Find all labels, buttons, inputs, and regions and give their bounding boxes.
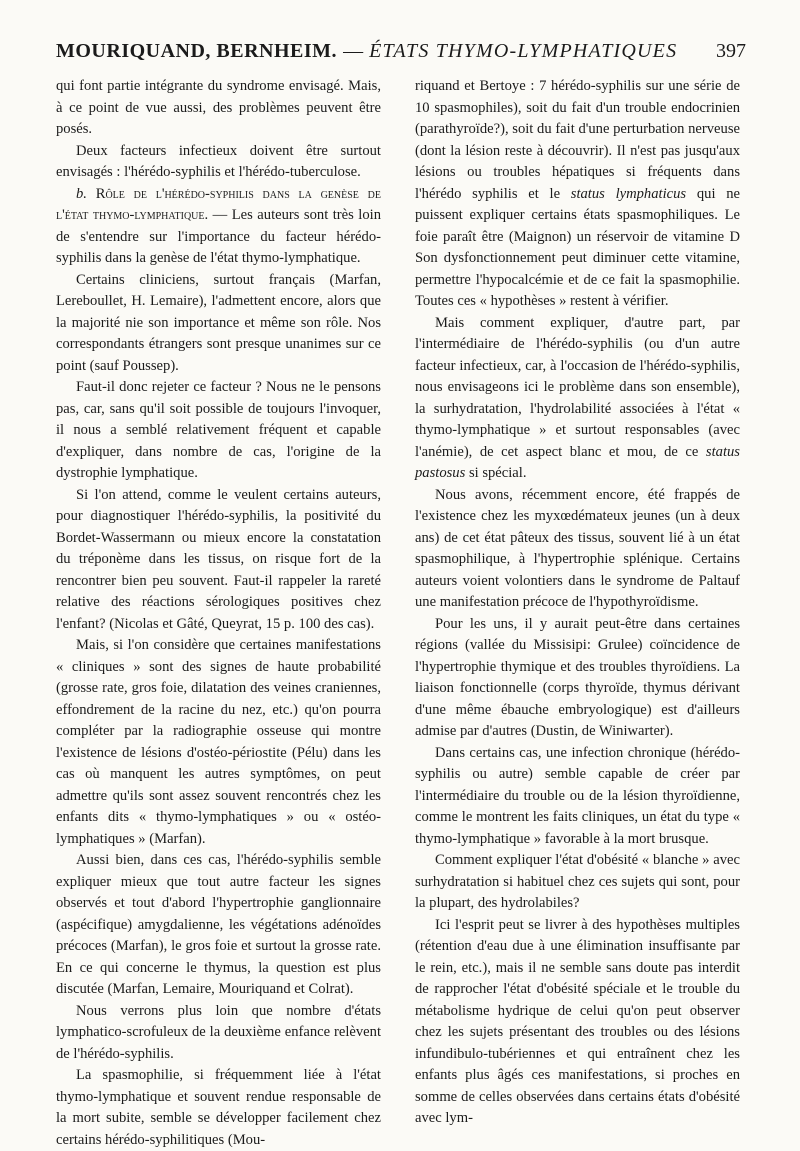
paragraph: Mais, si l'on considère que certaines manifestations « cliniques » sont des signes de haute probabilité (grosse rate, gros foie, dilatation des veines craniennes, effondrement de la racine du nez, etc.) qu'on pourra compléter par la radiographie osseuse qui montre l'existence de lésions d'ostéo-périostite (Pélu) dans les cas où manquent les autres symptômes, on peut admettre qu'ils sont assez souvent rencontrés chez les enfants dits « thymo-lymphatiques » ou « ostéo-lymphatiques » (Marfan).	[56, 637, 381, 847]
header-title: ÉTATS THYMO-LYMPHATIQUES	[369, 40, 678, 62]
paragraph: La spasmophilie, si fréquemment liée à l'état thymo-lymphatique et souvent rendue responsable de la mort subite, semble se développer facilement chez certains hérédo-syphilitiques (Mou-	[56, 1067, 381, 1148]
paragraph: Dans certains cas, une infection chronique (hérédo-syphilis ou autre) semble capable de créer par l'intermédiaire du trouble ou de la lésion thyroïdienne, comme le montrent les faits cliniques, un état du type « thymo-lymphatique » favorable à la mort brusque.	[415, 744, 740, 847]
paragraph: Deux facteurs infectieux doivent être surtout envisagés : l'hérédo-syphilis et l'hérédo-tuberculose.	[56, 142, 381, 180]
running-header	[56, 40, 746, 70]
text-run: Mais comment expliquer, d'autre part, par l'intermédiaire de l'hérédo-syphilis (ou d'un autre facteur infectieux, car, à l'occasion de l'hérédo-syphilis, nous envisageons ici le problème dans son ensemble), la surhydratation, l'hydrolabilité associées à l'état « thymo-lymphatique » et surtout responsables (avec l'anémie), de cet aspect blanc et mou, de ce	[415, 314, 740, 460]
right-column	[415, 76, 740, 1130]
header-authors: MOURIQUAND, BERNHEIM.	[56, 40, 338, 62]
header-separator: —	[343, 40, 364, 62]
text-run: si spécial.	[468, 465, 527, 481]
paragraph	[415, 313, 740, 485]
paragraph: Comment expliquer l'état d'obésité « blanche » avec surhydratation si habituel chez ces sujets qui sont, pour la plupart, des hydrolabiles?	[415, 852, 740, 911]
paragraph: Ici l'esprit peut se livrer à des hypothèses multiples (rétention d'eau due à une élimination insuffisante par le rein, etc.), mais il ne semble sans doute pas interdit de rapprocher l'état d'obésité spéciale et le trouble du métabolisme hydrique de celui qu'on peut observer chez les sujets présentant des troubles ou des lésions infundibulo-tubériennes et qui entraînent chez les enfants plus âgés ces manifestations, si proches en somme de celles observées dans certains états d'obésité avec lym-	[415, 916, 740, 1126]
paragraph: Pour les uns, il y aurait peut-être dans certaines régions (vallée du Missisipi: Grulee) coïncidence de l'hypertrophie thymique et des troubles thyroïdiens. La liaison fonctionnelle (corps thyroïde, thymus dérivant d'une même ébauche embryologique) est d'ailleurs admise par d'autres (Dustin, de Winiwarter).	[415, 615, 740, 739]
text-run: qui ne puissent expliquer certains états spasmophiliques. Le foie paraît être (Maignon) un réservoir de vitamine D Son dysfonctionnement peut diminuer cette vitamine, permettre l'hypocalcémie et de ce fait la spasmophilie. Toutes ces « hypothèses » restent à vérifier.	[415, 185, 740, 309]
paragraph	[415, 76, 740, 313]
paragraph: Nous avons, récemment encore, été frappés de l'existence chez les myxœdémateux jeunes (un à deux ans) de cet état pâteux des tissus, souvent lié à un état spasmophilique, à l'hypertrophie splénique. Certains auteurs voient volontiers dans le syndrome de Paltauf une manifestation précoce de l'hypothyroïdisme.	[415, 486, 740, 610]
paragraph: Nous verrons plus loin que nombre d'états lymphatico-scrofuleux de la deuxième enfance relèvent de l'hérédo-syphilis.	[56, 1002, 381, 1062]
emphasis: status pastosus	[415, 443, 740, 481]
text-run: riquand et Bertoye : 7 hérédo-syphilis sur une série de 10 spasmophiles), soit du fait d'un trouble endocrinien (parathyroïde?), soit du fait d'une perturbation nerveuse (dont la lésion reste à découvrir). Il n'est pas jusqu'aux lésions ou troubles hépatiques si fréquents dans l'hérédo syphilis et le	[415, 78, 740, 202]
section-paragraph	[56, 184, 381, 270]
paragraph: Aussi bien, dans ces cas, l'hérédo-syphilis semble expliquer mieux que tout autre facteur les signes observés et tout d'abord l'hypertrophie ganglionnaire (aspécifique) amygdalienne, les végétations adénoïdes précoces (Marfan), le gros foie et surtout la grosse rate. En ce qui concerne le thymus, la question est plus discutée (Marfan, Lemaire, Mouriquand et Colrat).	[56, 852, 381, 997]
paragraph: Certains cliniciens, surtout français (Marfan, Lereboullet, H. Lemaire), l'admettent encore, alors que la majorité nie son importance et même son rôle. Nos correspondants étrangers sont presque unanimes sur ce point (sauf Poussep).	[56, 271, 381, 374]
paragraph: Si l'on attend, comme le veulent certains auteurs, pour diagnostiquer l'hérédo-syphilis, la positivité du Bordet-Wassermann ou mieux encore la constatation du tréponème dans les tissus, on risque fort de la rencontrer bien peu souvent. Faut-il rappeler la rareté relative des réactions sérologiques positives chez l'enfant? (Nicolas et Gâté, Queyrat, 15 p. 100 des cas).	[56, 486, 381, 632]
emphasis: status lymphaticus	[570, 185, 687, 202]
section-heading: Rôle de l'hérédo-syphilis dans la genèse de l'état thymo-lymphatique.	[56, 185, 382, 223]
paragraph: Faut-il donc rejeter ce facteur ? Nous ne le pensons pas, car, sans qu'il soit possible de toujours l'invoquer, il nous a semblé relativement fréquent et capable d'expliquer, dans nombre de cas, l'origine de la dystrophie lymphatique.	[56, 379, 381, 481]
section-label: b.	[76, 185, 87, 202]
page-number: 397	[716, 40, 746, 62]
section-text: — Les auteurs sont très loin de s'entendre sur l'importance du facteur hérédo-syphilis dans la genèse de l'état thymo-lymphatique.	[56, 207, 382, 266]
paragraph: qui font partie intégrante du syndrome envisagé. Mais, à ce point de vue aussi, des problèmes peuvent être posés.	[56, 78, 381, 137]
left-column	[56, 76, 381, 1151]
